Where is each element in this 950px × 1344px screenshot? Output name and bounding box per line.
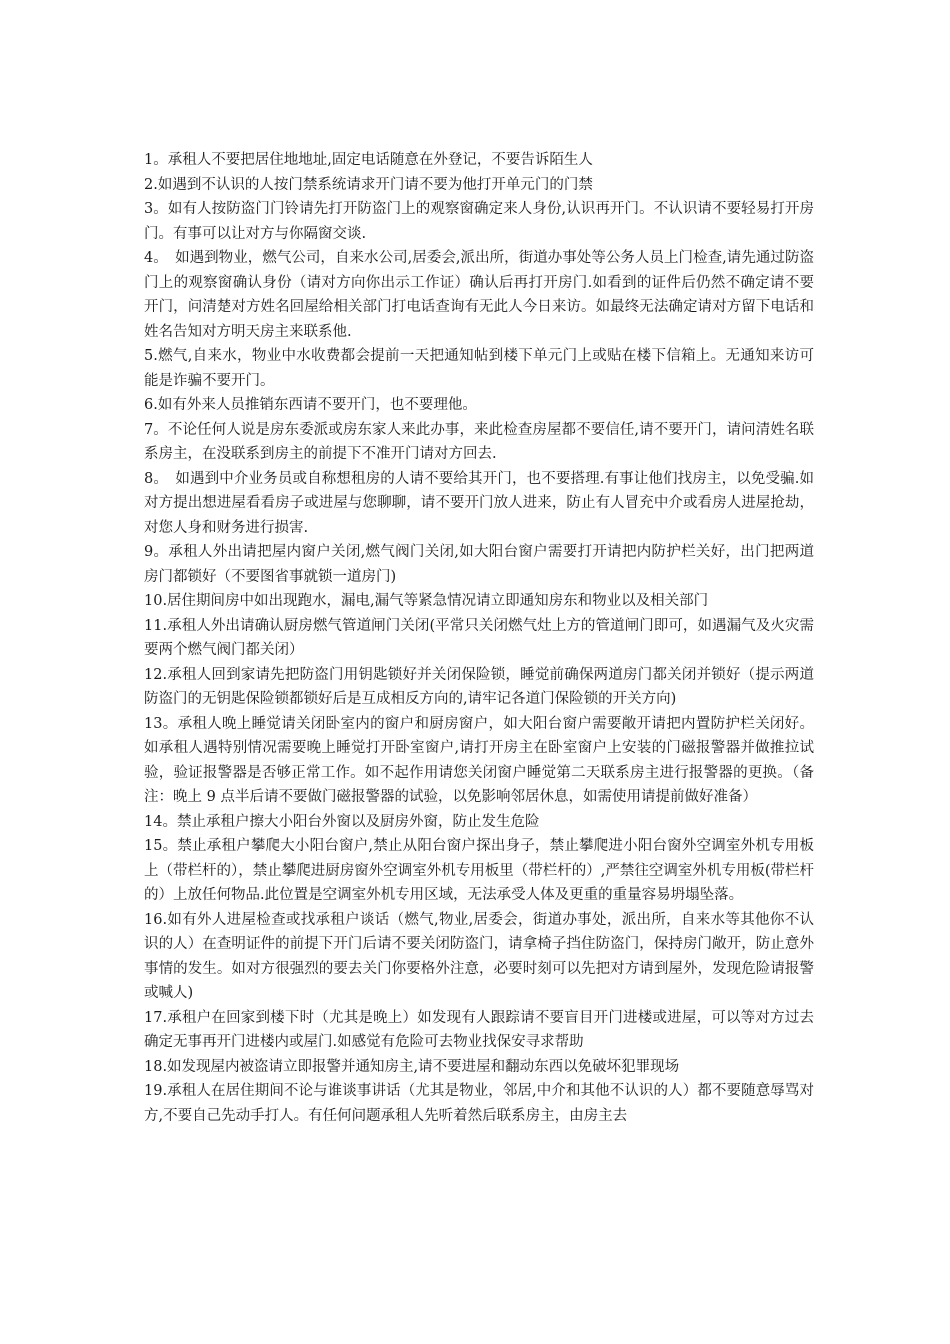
paragraph-18: 18.如发现屋内被盗请立即报警并通知房主,请不要进屋和翻动东西以免破坏犯罪现场 xyxy=(144,1058,680,1075)
paragraph-5: 5.燃气,自来水，物业中水收费都会提前一天把通知帖到楼下单元门上或贴在楼下信箱上。无通知来访可能是诈骗不要开门。 xyxy=(144,348,814,389)
document-body xyxy=(144,148,814,1128)
paragraph-8: 8。 如遇到中介业务员或自称想租房的人请不要给其开门，也不要搭理.有事让他们找房主，以免受骗.如对方提出想进屋看看房子或进屋与您聊聊，请不要开门放人进来，防止有人冒充中介或看房人进屋抢劫，对您人身和财务进行损害. xyxy=(144,470,814,536)
paragraph-19: 19.承租人在居住期间不论与谁谈事讲话（尤其是物业，邻居,中介和其他不认识的人）都不要随意辱骂对方,不要自己先动手打人。有任何问题承租人先听着然后联系房主，由房主去 xyxy=(144,1083,814,1124)
paragraph-15: 15。禁止承租户攀爬大小阳台窗户,禁止从阳台窗户探出身子，禁止攀爬进小阳台窗外空调室外机专用板上（带栏杆的），禁止攀爬进厨房窗外空调室外机专用板里（带栏杆的）,严禁往空调室外机专用板(带栏杆的）上放任何物品.此位置是空调室外机专用区域，无法承受人体及更重的重量容易坍塌坠落。 xyxy=(144,838,815,903)
paragraph-17: 17.承租户在回家到楼下时（尤其是晚上）如发现有人跟踪请不要盲目开门进楼或进屋，可以等对方过去确定无事再开门进楼内或屋门.如感觉有危险可去物业找保安寻求帮助 xyxy=(144,1009,814,1050)
paragraph-2: 2.如遇到不认识的人按门禁系统请求开门请不要为他打开单元门的门禁 xyxy=(144,176,593,193)
paragraph-14: 14。禁止承租户擦大小阳台外窗以及厨房外窗，防止发生危险 xyxy=(144,813,540,830)
paragraph-11: 11.承租人外出请确认厨房燃气管道闸门关闭(平常只关闭燃气灶上方的管道闸门即可，如遇漏气及火灾需要两个燃气阀门都关闭） xyxy=(144,617,814,658)
paragraph-3: 3。如有人按防盗门门铃请先打开防盗门上的观察窗确定来人身份,认识再开门。不认识请不要轻易打开房门。有事可以让对方与你隔窗交谈. xyxy=(144,201,814,242)
paragraph-9: 9。承租人外出请把屋内窗户关闭,燃气阀门关闭,如大阳台窗户需要打开请把内防护栏关好，出门把两道房门都锁好（不要图省事就锁一道房门) xyxy=(144,544,814,585)
paragraph-12: 12.承租人回到家请先把防盗门用钥匙锁好并关闭保险锁，睡觉前确保两道房门都关闭并锁好（提示两道防盗门的无钥匙保险锁都锁好后是互成相反方向的,请牢记各道门保险锁的开关方向) xyxy=(144,666,814,707)
paragraph-6: 6.如有外来人员推销东西请不要开门，也不要理他。 xyxy=(144,397,477,413)
paragraph-10: 10.居住期间房中如出现跑水，漏电,漏气等紧急情况请立即通知房东和物业以及相关部门 xyxy=(144,593,709,609)
paragraph-4: 4。 如遇到物业，燃气公司，自来水公司,居委会,派出所，街道办事处等公务人员上门检查,请先通过防盗门上的观察窗确认身份（请对方向你出示工作证）确认后再打开房门.如看到的证件后仍然不确定请不要开门，问清楚对方姓名回屋给相关部门打电话查询有无此人今日来访。如最终无法确定请对方留下电话和姓名告知对方明天房主来联系他. xyxy=(144,250,814,340)
paragraph-1: 1。承租人不要把居住地地址,固定电话随意在外登记，不要告诉陌生人 xyxy=(144,152,593,168)
paragraph-13: 13。承租人晚上睡觉请关闭卧室内的窗户和厨房窗户，如大阳台窗户需要敞开请把内置防护栏关闭好。如承租人遇特别情况需要晚上睡觉打开卧室窗户,请打开房主在卧室窗户上安装的门磁报警器并做推拉试验，验证报警器是否够正常工作。如不起作用请您关闭窗户睡觉第二天联系房主进行报警器的更换。（备注：晚上 9 点半后请不要做门磁报警器的试验，以免影响邻居休息，如需使用请提前做好准备） xyxy=(144,715,814,805)
paragraph-7: 7。不论任何人说是房东委派或房东家人来此办事，来此检查房屋都不要信任,请不要开门，请问清姓名联系房主，在没联系到房主的前提下不准开门请对方回去. xyxy=(144,421,814,462)
paragraph-16: 16.如有外人进屋检查或找承租户谈话（燃气,物业,居委会，街道办事处，派出所，自来水等其他你不认识的人）在查明证件的前提下开门后请不要关闭防盗门，请拿椅子挡住防盗门，保持房门敞开，防止意外事情的发生。如对方很强烈的要去关门你要格外注意，必要时刻可以先把对方请到屋外，发现危险请报警或喊人) xyxy=(144,911,814,1001)
